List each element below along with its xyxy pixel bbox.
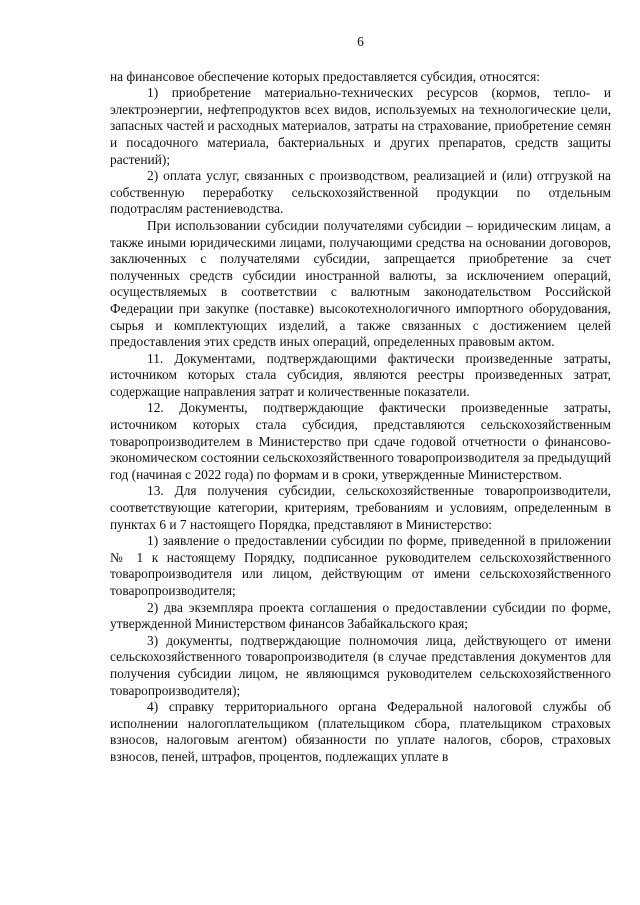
paragraph: 1) заявление о предоставлении субсидии по форме, приведенной в приложении № 1 к настоящему Порядку, подписанное руководителем сельскохозяйственного товаропроизводителя или лицом, действующим от имени сельскохозяйственного товаропроизводителя;: [110, 533, 611, 598]
paragraph: 4) справку территориального органа Федеральной налоговой службы об исполнении налогоплательщиком (плательщиком сбора, плательщиком страховых взносов, налоговым агентом) обязанности по уплате налогов, сборов, страховых взносов, пеней, штрафов, процентов, подлежащих уплате в: [110, 699, 611, 764]
paragraph: на финансовое обеспечение которых предоставляется субсидия, относятся:: [110, 68, 540, 84]
paragraph: 1) приобретение материально-технических ресурсов (кормов, тепло- и электроэнергии, нефтепродуктов всех видов, используемых на технологические цели, запасных частей и расходных материалов, затраты на страхование, приобретение семян и посадочного материала, бактериальных и других препаратов, средств защиты растений);: [110, 85, 611, 167]
paragraph: 11. Документами, подтверждающими фактически произведенные затраты, источником которых стала субсидия, являются реестры произведенных затрат, содержащие направления затрат и количественные показатели.: [110, 350, 611, 399]
page-number: 6: [357, 34, 364, 49]
paragraph: 12. Документы, подтверждающие фактически произведенные затраты, источником которых стала субсидия, представляются сельскохозяйственным товаропроизводителем в Министерство при сдаче годовой отчетности о финансово-экономическом состоянии сельскохозяйственного товаропроизводителя за предыдущий год (начиная с 2022 года) по формам и в сроки, утвержденные Министерством.: [110, 400, 611, 482]
paragraph: 2) оплата услуг, связанных с производством, реализацией и (или) отгрузкой на собственную переработку сельскохозяйственной продукции по отдельным подотраслям растениеводства.: [110, 168, 611, 217]
paragraph: 13. Для получения субсидии, сельскохозяйственные товаропроизводители, соответствующие категории, критериям, требованиям и условиям, определенным в пунктах 6 и 7 настоящего Порядка, представляют в Министерство:: [110, 483, 611, 532]
document-body: [110, 69, 611, 766]
paragraph: 2) два экземпляра проекта соглашения о предоставлении субсидии по форме, утвержденной Министерством финансов Забайкальского края;: [110, 599, 611, 632]
paragraph: При использовании субсидии получателями субсидии – юридическим лицам, а также иными юридическими лицами, получающими средства на основании договоров, заключенных с получателями субсидии, запрещается приобретение за счет полученных средств субсидии иностранной валюты, за исключением операций, осуществляемых в соответствии с валютным законодательством Российской Федерации при закупке (поставке) высокотехнологичного импортного оборудования, сырья и комплектующих изделий, а также связанных с достижением целей предоставления этих средств иных операций, определенных правовым актом.: [110, 217, 611, 350]
paragraph: 3) документы, подтверждающие полномочия лица, действующего от имени сельскохозяйственного товаропроизводителя (в случае представления документов для получения субсидии лицом, не являющимся руководителем сельскохозяйственного товаропроизводителя);: [110, 632, 611, 698]
